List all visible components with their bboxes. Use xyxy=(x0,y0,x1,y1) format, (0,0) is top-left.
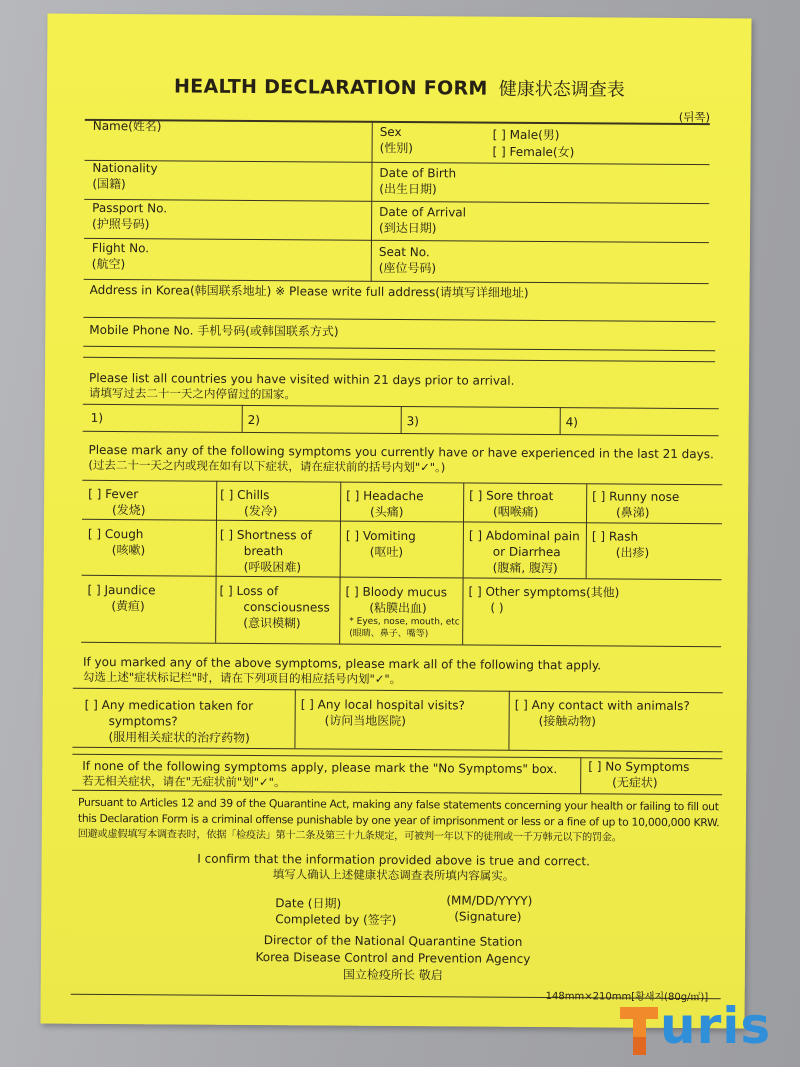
legal-notice xyxy=(78,795,720,847)
mobile-field[interactable]: Mobile Phone No. 手机号码(或韩国联系方式) xyxy=(89,322,339,339)
passport-label: Passport No. xyxy=(92,200,168,216)
legal-line-1: Pursuant to Articles 12 and 39 of the Quarantine Act, making any false statements concerning your health or failing to fill out xyxy=(77,795,719,814)
seat-label: Seat No. xyxy=(378,244,430,260)
flight-label-cn: (航空) xyxy=(91,256,126,272)
row-line xyxy=(83,346,715,351)
fever-label-cn: (发烧) xyxy=(112,503,146,518)
col-line xyxy=(508,691,509,750)
seat-label-cn: (座位号码) xyxy=(378,260,437,276)
health-declaration-form xyxy=(40,14,751,1029)
followup-instruction xyxy=(83,654,601,689)
dob-label: Date of Birth xyxy=(379,165,457,181)
sob-label-2: breath xyxy=(243,543,284,559)
symptom-chills[interactable] xyxy=(220,487,278,519)
confirmation xyxy=(41,850,745,886)
no-symptoms-checkbox[interactable] xyxy=(588,758,689,791)
date-label[interactable]: Date (日期) xyxy=(275,896,342,911)
col-line xyxy=(586,483,588,578)
sex-label: Sex xyxy=(379,124,402,140)
arrival-label-cn: (到达日期) xyxy=(378,220,437,236)
followup-instruction-cn: 勾选上述"症状标记栏"时，请在下列项目的相应括号内划"✓"。 xyxy=(82,669,402,687)
no-symptoms-label: [ ] No Symptoms xyxy=(588,759,690,775)
symptom-loss-of-consciousness[interactable] xyxy=(219,583,330,632)
abdominal-label-cn: (腹痛, 腹泻) xyxy=(492,560,558,576)
bloody-note: * Eyes, nose, mouth, etc xyxy=(349,616,460,628)
female-checkbox[interactable]: [ ] Female(女) xyxy=(492,144,575,160)
medication-checkbox[interactable] xyxy=(84,697,253,746)
symptoms-instruction xyxy=(88,442,714,477)
symptom-sore-throat[interactable] xyxy=(469,488,553,521)
col-line xyxy=(401,406,402,433)
sex-field xyxy=(380,124,414,156)
issuer xyxy=(41,931,745,987)
legal-line-3: 回避或虚假填写本调查表时，依据「检疫法」第十二条及第三十九条规定，可被判一年以下的徒刑或一千万韩元以下的罚金。 xyxy=(77,828,622,844)
col-line xyxy=(339,482,341,644)
bloody-label: [ ] Bloody mucus xyxy=(345,584,448,600)
t-logo-icon xyxy=(620,1001,660,1057)
jaundice-label-cn: (黄疸) xyxy=(111,599,145,614)
no-symptoms-instruction xyxy=(82,758,557,792)
country-1[interactable]: 1) xyxy=(90,410,104,425)
col-line xyxy=(242,405,243,432)
headache-label: [ ] Headache xyxy=(346,488,424,504)
seat-field[interactable] xyxy=(379,244,437,276)
country-2[interactable]: 2) xyxy=(247,412,261,428)
nationality-field[interactable] xyxy=(92,160,157,192)
sex-label-cn: (性别) xyxy=(379,140,414,156)
name-field[interactable] xyxy=(93,118,162,134)
vomiting-label-cn: (呕吐) xyxy=(369,544,404,560)
abdominal-label: [ ] Abdominal pain xyxy=(468,528,580,544)
col-line xyxy=(560,407,561,434)
row-line xyxy=(82,480,722,485)
loss-label-2: consciousness xyxy=(243,599,330,615)
passport-field[interactable] xyxy=(92,200,167,233)
bloody-note-cn: (眼睛、鼻子、嘴等) xyxy=(349,628,429,640)
vomiting-label: [ ] Vomiting xyxy=(345,528,416,544)
nationality-label: Nationality xyxy=(92,160,158,176)
symptom-runny-nose[interactable] xyxy=(592,488,679,521)
symptom-vomiting[interactable] xyxy=(346,528,416,560)
issuer-cn: 国立检疫所长 敬启 xyxy=(342,967,443,983)
arrival-label: Date of Arrival xyxy=(379,204,467,220)
chills-label: [ ] Chills xyxy=(220,487,270,503)
symptom-shortness-of-breath[interactable] xyxy=(220,527,312,576)
symptom-bloody-mucus[interactable] xyxy=(345,584,460,641)
row-line xyxy=(82,575,722,580)
col-line xyxy=(580,757,581,793)
signature-label[interactable]: (Signature) xyxy=(454,909,522,924)
col-line xyxy=(294,689,295,748)
completed-by-label[interactable]: Completed by (签字) xyxy=(275,912,397,928)
col-line xyxy=(215,481,217,643)
col-line xyxy=(462,482,464,644)
countries-instruction-cn: 请填写过去二十一天之内停留过的国家。 xyxy=(88,385,296,402)
form-title xyxy=(174,72,625,101)
dob-field[interactable] xyxy=(379,165,456,198)
form-title-en: HEALTH DECLARATION FORM xyxy=(173,75,488,100)
male-checkbox[interactable]: [ ] Male(男) xyxy=(492,127,560,143)
legal-line-2: this Declaration Form is a criminal offense punishable by one year of imprisonment or less or a fine of up to 10,000,000 KRW. xyxy=(77,811,720,830)
hospital-label: [ ] Any local hospital visits? xyxy=(300,697,465,713)
runny-nose-label-cn: (鼻涕) xyxy=(616,505,650,520)
animal-label: [ ] Any contact with animals? xyxy=(514,697,690,714)
medication-label: [ ] Any medication taken for xyxy=(84,697,254,714)
abdominal-label-2: or Diarrhea xyxy=(492,544,561,560)
runny-nose-label: [ ] Runny nose xyxy=(592,489,680,504)
address-field[interactable]: Address in Korea(韩国联系地址) ※ Please write full address(请填写详细地址) xyxy=(89,282,529,300)
sob-label-cn: (呼吸困难) xyxy=(243,559,302,575)
cough-label-cn: (咳嗽) xyxy=(111,543,146,558)
cough-label: [ ] Cough xyxy=(87,526,144,542)
sob-label: [ ] Shortness of xyxy=(219,527,313,543)
back-mark: (뒤쪽) xyxy=(678,109,711,125)
symptoms-instruction-cn: (过去二十一天之内或现在如有以下症状，请在症状前的括号内划"✓"。) xyxy=(88,457,446,475)
symptom-abdominal-pain[interactable] xyxy=(469,528,580,577)
confirmation-en: I confirm that the information provided above is true and correct. xyxy=(197,851,590,869)
turis-watermark-logo xyxy=(620,999,790,1059)
symptom-other[interactable] xyxy=(468,584,619,617)
followup-instruction-en: If you marked any of the above symptoms, please mark all of the following that apply. xyxy=(82,654,602,673)
row-line xyxy=(83,357,715,362)
symptom-fever[interactable] xyxy=(88,486,146,518)
date-format-label: (MM/DD/YYYY) xyxy=(446,893,533,908)
watermark-text: uris xyxy=(660,997,772,1055)
country-4[interactable]: 4) xyxy=(565,415,579,430)
dob-label-cn: (出生日期) xyxy=(379,181,437,197)
sore-throat-label-cn: (咽喉痛) xyxy=(493,504,539,519)
jaundice-label: [ ] Jaundice xyxy=(87,582,156,598)
chills-label-cn: (发冷) xyxy=(244,503,278,519)
hospital-checkbox[interactable] xyxy=(301,696,465,729)
row-line xyxy=(83,317,715,322)
loss-label-cn: (意识模糊) xyxy=(243,615,301,631)
agency-line: Korea Disease Control and Prevention Agency xyxy=(255,950,531,966)
nationality-label-cn: (国籍) xyxy=(92,176,126,192)
other-input[interactable]: ( ) xyxy=(490,600,504,615)
no-symptoms-label-cn: (无症状) xyxy=(612,775,658,790)
signature-labels xyxy=(446,892,532,925)
rash-label: [ ] Rash xyxy=(591,529,639,544)
hospital-label-cn: (访问当地医院) xyxy=(324,713,407,729)
loss-label: [ ] Loss of xyxy=(219,583,279,599)
symptoms-instruction-en: Please mark any of the following symptoms you currently have or have experienced in the last 21 days. xyxy=(88,442,714,462)
row-line xyxy=(73,688,723,694)
form-title-cn: 健康状态调查表 xyxy=(498,78,625,101)
no-symptoms-instruction-cn: 若无相关症状，请在"无症状前"划"✓"。 xyxy=(82,773,286,790)
countries-instruction xyxy=(89,370,515,404)
paper-size: 148mm×210mm[황새지(80g/㎡)] xyxy=(545,991,709,1004)
fever-label: [ ] Fever xyxy=(88,486,139,502)
row-line xyxy=(84,238,709,243)
symptom-cough[interactable] xyxy=(88,526,146,558)
animal-checkbox[interactable] xyxy=(515,697,690,730)
symptom-headache[interactable] xyxy=(346,488,424,521)
other-label: [ ] Other symptoms(其他) xyxy=(468,584,620,600)
row-line xyxy=(81,642,721,647)
arrival-field[interactable] xyxy=(379,204,466,237)
symptom-rash[interactable] xyxy=(592,528,650,560)
rash-label-cn: (出疹) xyxy=(615,545,650,560)
name-label: Name(姓名) xyxy=(92,118,162,134)
confirmation-cn: 填写人确认上述健康状态调查表所填内容属实。 xyxy=(272,867,515,883)
flight-label: Flight No. xyxy=(91,240,150,256)
director-line: Director of the National Quarantine Station xyxy=(263,933,523,949)
medication-label-cn: (服用相关症状的治疗药物) xyxy=(108,729,250,745)
country-3[interactable]: 3) xyxy=(406,414,420,429)
animal-label-cn: (接触动物) xyxy=(538,714,597,729)
symptom-jaundice[interactable] xyxy=(87,582,155,614)
passport-label-cn: (护照号码) xyxy=(92,216,150,232)
countries-instruction-en: Please list all countries you have visited within 21 days prior to arrival. xyxy=(88,370,515,388)
row-line xyxy=(72,747,722,753)
no-symptoms-instruction-en: If none of the following symptoms apply, please mark the "No Symptoms" box. xyxy=(82,758,558,777)
date-completed-labels xyxy=(275,895,396,928)
medication-label-2: symptoms? xyxy=(108,713,178,729)
flight-field[interactable] xyxy=(92,240,149,272)
headache-label-cn: (头痛) xyxy=(370,504,404,520)
bloody-label-cn: (粘膜出血) xyxy=(369,600,427,616)
sore-throat-label: [ ] Sore throat xyxy=(469,488,554,504)
